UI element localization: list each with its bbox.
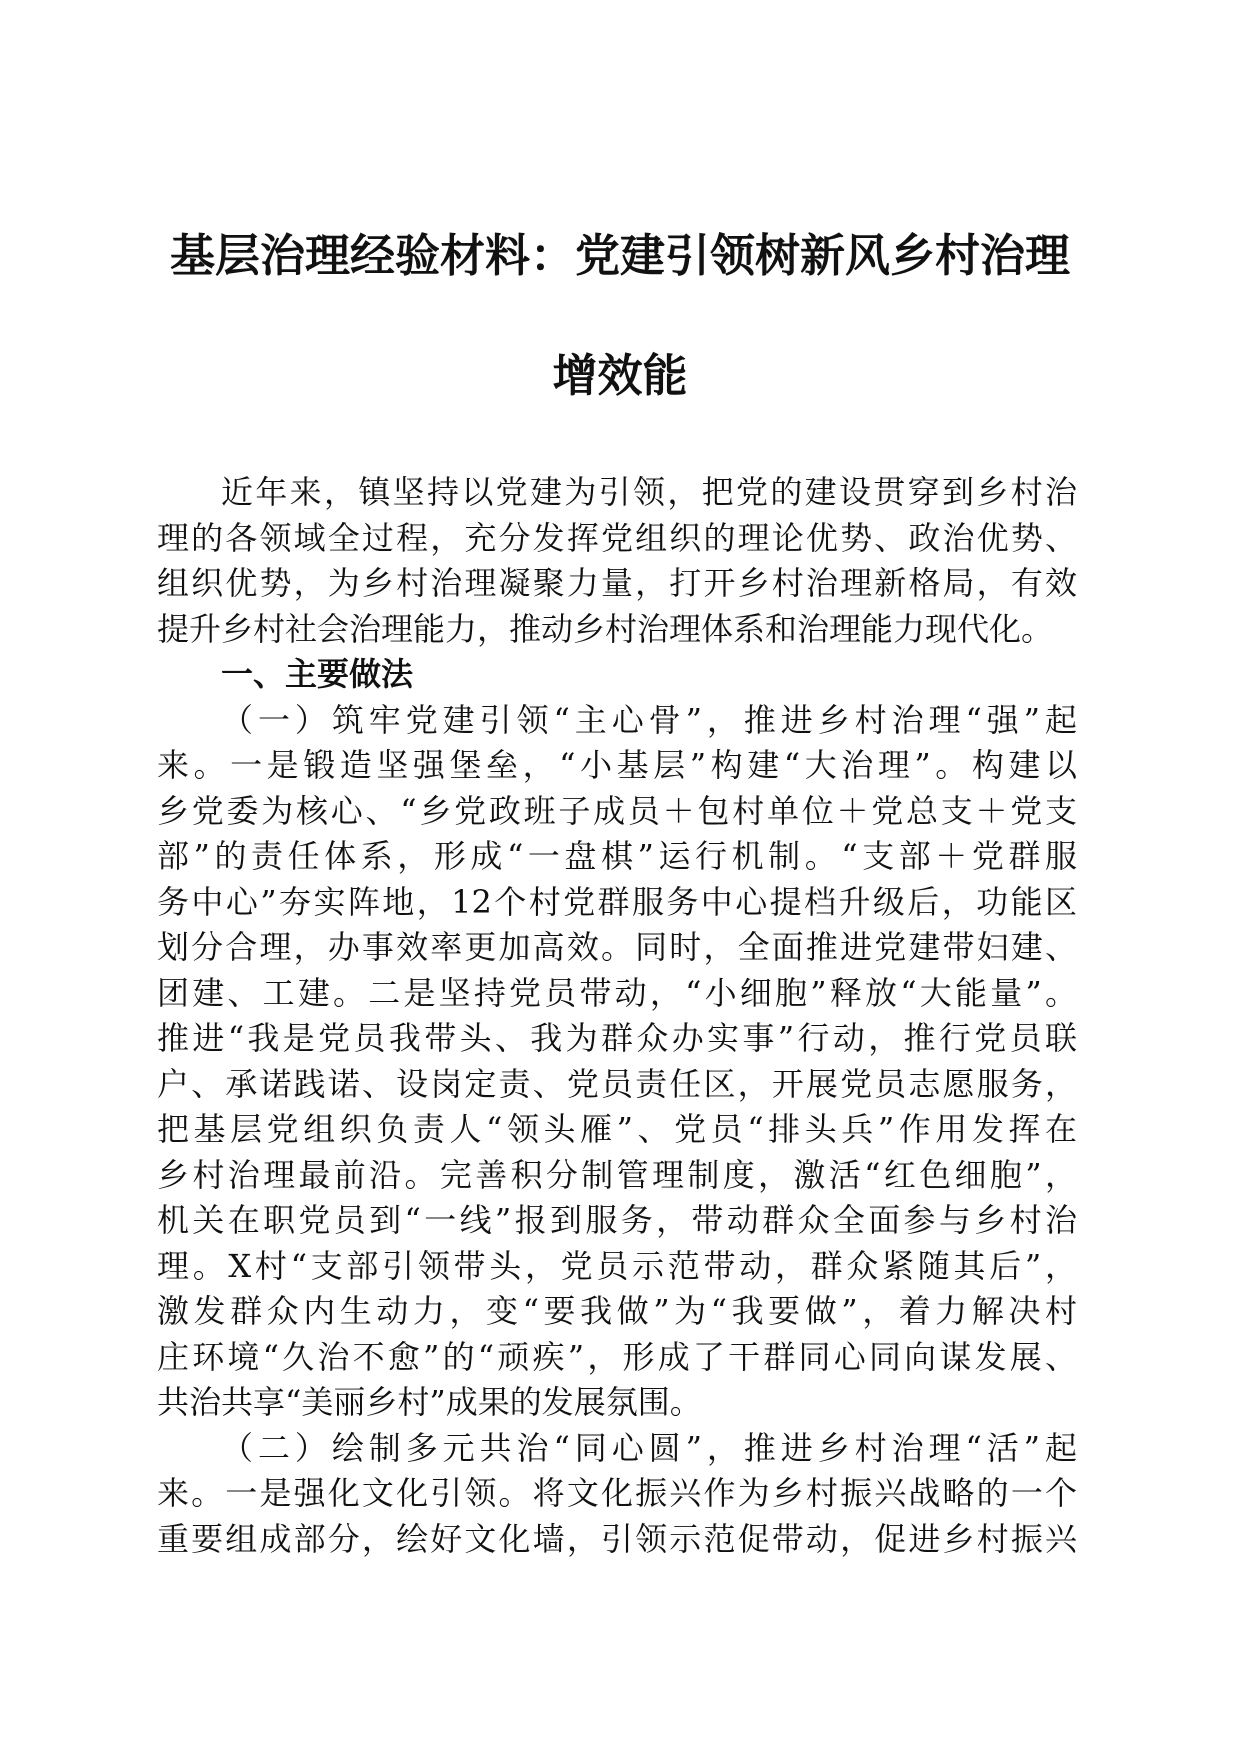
paragraph-one-line: 推进“我是党员我带头、我为群众办实事”行动，推行党员联	[157, 1019, 1077, 1057]
paragraph-intro-line: 提升乡村社会治理能力，推动乡村治理体系和治理能力现代化。	[157, 609, 1054, 648]
paragraph-one-line: 部”的责任体系，形成“一盘棋”运行机制。“支部＋党群服	[157, 837, 1077, 875]
paragraph-one-line: 机关在职党员到“一线”报到服务，带动群众全面参与乡村治	[157, 1201, 1077, 1239]
paragraph-one-line: 务中心”夯实阵地，12个村党群服务中心提档升级后，功能区	[157, 882, 1077, 921]
section-heading: 一、主要做法	[221, 655, 414, 693]
document-body	[157, 470, 1077, 1562]
paragraph-one-line: 共治共享“美丽乡村”成果的发展氛围。	[157, 1383, 702, 1421]
paragraph-one-line: 庄环境“久治不愈”的“顽疾”，形成了干群同心同向谋发展、	[157, 1337, 1077, 1376]
paragraph-two-line: 重要组成部分，绘好文化墙，引领示范促带动，促进乡村振兴	[157, 1519, 1077, 1558]
paragraph-one-line: 把基层党组织负责人“领头雁”、党员“排头兵”作用发挥在	[157, 1110, 1077, 1148]
paragraph-one-line: 激发群众内生动力，变“要我做”为“我要做”，着力解决村	[157, 1292, 1077, 1330]
paragraph-two-line: （二）绘制多元共治“同心圆”，推进乡村治理“活”起	[221, 1428, 1077, 1467]
paragraph-one-line: 团建、工建。二是坚持党员带动，“小细胞”释放“大能量”。	[157, 973, 1077, 1012]
page-title-line-1: 基层治理经验材料：党建引领树新风乡村治理	[169, 229, 1070, 282]
page-title-line-2: 增效能	[552, 349, 688, 402]
paragraph-one-line: 户、承诺践诺、设岗定责、党员责任区，开展党员志愿服务，	[157, 1064, 1077, 1103]
paragraph-one-line: （一）筑牢党建引领“主心骨”，推进乡村治理“强”起	[221, 700, 1077, 739]
paragraph-two-line: 来。一是强化文化引领。将文化振兴作为乡村振兴战略的一个	[157, 1474, 1077, 1512]
paragraph-one-line: 划分合理，办事效率更加高效。同时，全面推进党建带妇建、	[157, 928, 1077, 966]
paragraph-one-line: 来。一是锻造坚强堡垒，“小基层”构建“大治理”。构建以	[157, 746, 1077, 784]
paragraph-one-line: 理。X村“支部引领带头，党员示范带动，群众紧随其后”，	[157, 1246, 1077, 1285]
paragraph-intro-line: 理的各领域全过程，充分发挥党组织的理论优势、政治优势、	[157, 518, 1077, 557]
paragraph-intro-line: 近年来，镇坚持以党建为引领，把党的建设贯穿到乡村治	[221, 473, 1077, 511]
paragraph-one-line: 乡党委为核心、“乡党政班子成员＋包村单位＋党总支＋党支	[157, 791, 1077, 830]
paragraph-one-line: 乡村治理最前沿。完善积分制管理制度，激活“红色细胞”，	[157, 1155, 1077, 1194]
paragraph-intro-line: 组织优势，为乡村治理凝聚力量，打开乡村治理新格局，有效	[157, 564, 1077, 602]
